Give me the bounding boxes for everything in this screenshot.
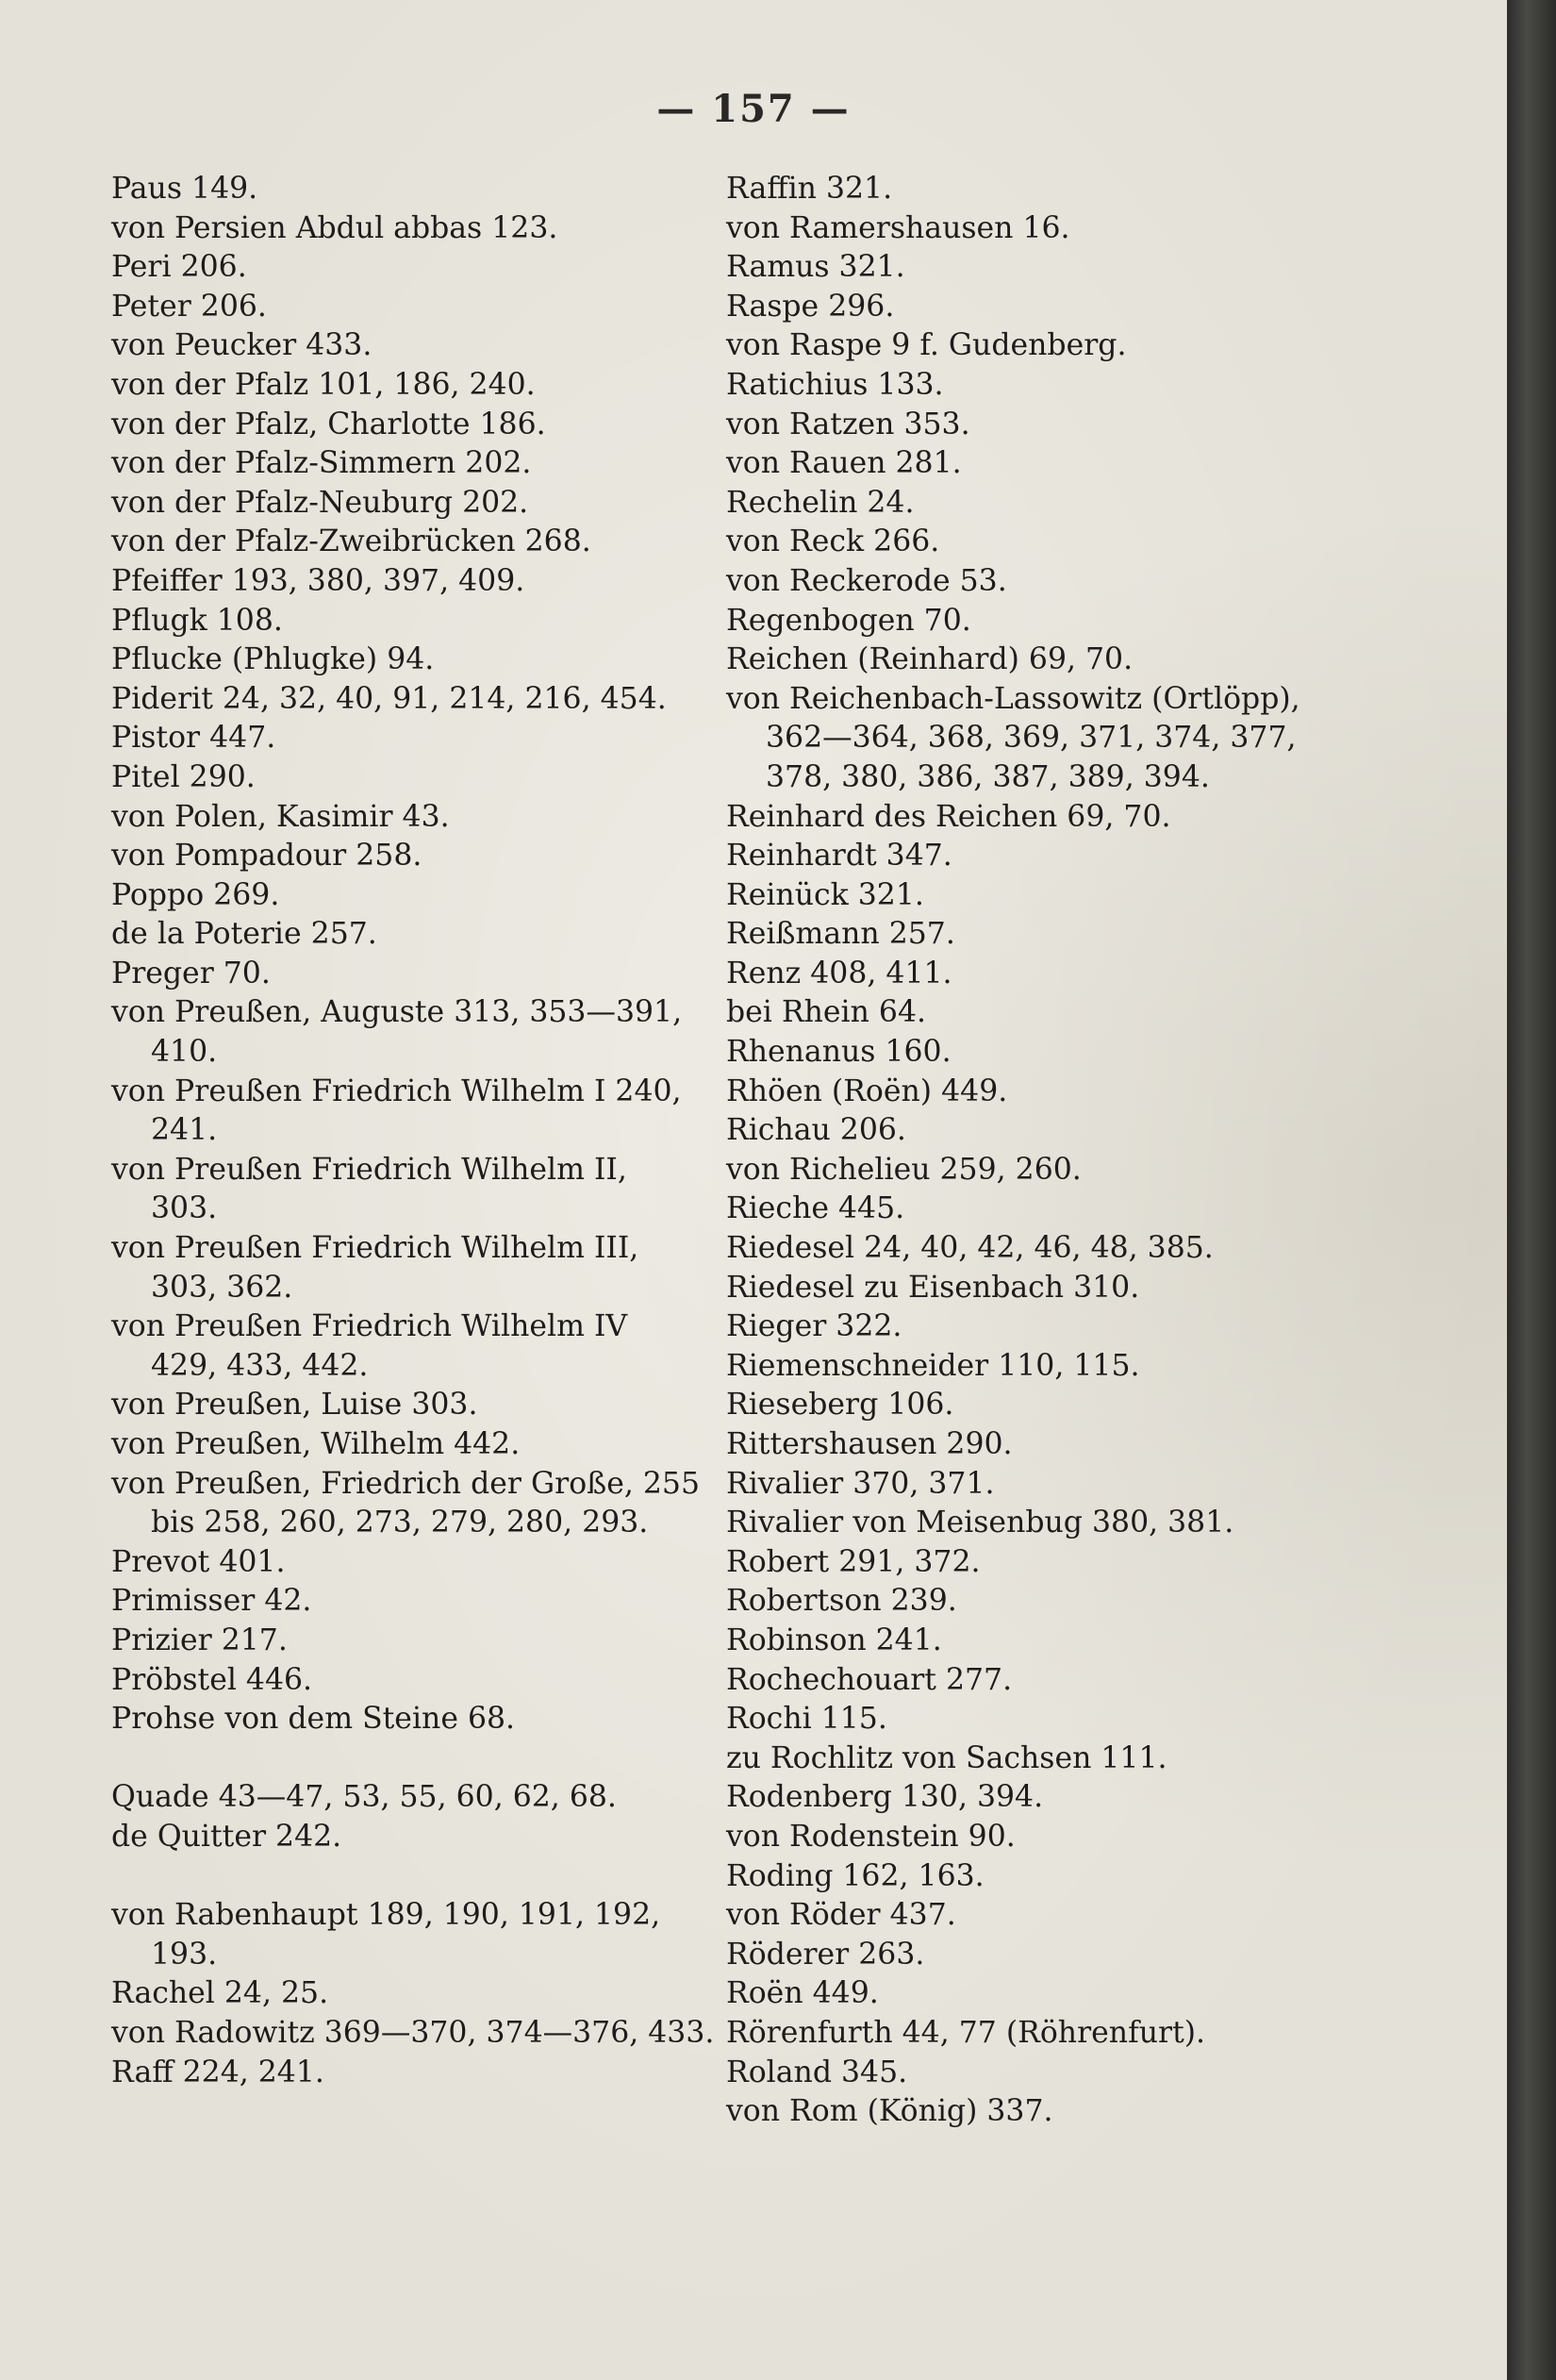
index-entry: Rivalier 370, 371. [726,1466,995,1501]
index-entry-continuation: 378, 380, 386, 387, 389, 394. [766,759,1210,794]
index-entry: von Preußen, Friedrich der Große, 255 [111,1466,701,1501]
index-entry: Rivalier von Meisenbug 380, 381. [726,1506,1234,1540]
index-column-right [726,170,1330,2132]
book-spine-edge [1507,0,1556,2380]
index-entry: Rittershausen 290. [726,1427,1013,1461]
index-entry: Raff 224, 241. [111,2055,324,2089]
index-entry: Rochechouart 277. [726,1662,1013,1697]
index-entry: von Pompadour 258. [111,839,422,874]
index-entry: von Ratzen 353. [726,407,970,441]
index-entry: Piderit 24, 32, 40, 91, 214, 216, 454. [111,681,667,716]
index-entry: von Preußen Friedrich Wilhelm III, [111,1231,639,1266]
index-entry: Prevot 401. [111,1544,286,1579]
index-entry: Pfeiffer 193, 380, 397, 409. [111,563,525,598]
index-entry: von Rodenstein 90. [726,1819,1016,1854]
index-entry-text: von Rabenhaupt 189, 190, 191, 192, [111,1898,661,1933]
index-entry: Reißmann 257. [726,917,955,952]
index-entry: Rieseberg 106. [726,1388,954,1423]
index-entry: Poppo 269. [111,877,280,912]
index-entry-continuation: 429, 433, 442. [151,1348,369,1383]
index-entry: Rodenberg 130, 394. [726,1780,1044,1815]
index-entry: Primisser 42. [111,1584,312,1619]
index-entry: Prizier 217. [111,1623,288,1657]
page-number: — 157 — [656,87,851,131]
index-entry: von Ramershausen 16. [726,210,1070,245]
index-entry: Rochi 115. [726,1702,887,1737]
index-entry: zu Rochlitz von Sachsen 111. [726,1740,1167,1775]
index-entry: von Raspe 9 f. Gudenberg. [726,328,1127,363]
index-entry: von der Pfalz-Zweibrücken 268. [111,524,591,559]
index-entry: von Röder 437. [726,1898,956,1933]
index-entry: Rieger 322. [726,1309,902,1344]
index-entry: Riedesel zu Eisenbach 310. [726,1270,1140,1305]
index-entry: von Preußen Friedrich Wilhelm II, [111,1152,627,1187]
index-entry: Preger 70. [111,956,271,990]
index-entry: Reinück 321. [726,877,924,912]
index-entry: von Peucker 433. [111,328,372,363]
index-column-left [111,170,715,2092]
index-entry: Roën 449. [726,1976,879,2011]
index-entry: von Rom (König) 337. [726,2094,1053,2129]
index-entry: von Preußen, Auguste 313, 353—391, [111,995,683,1030]
index-entry: Rörenfurth 44, 77 (Röhrenfurt). [726,2015,1206,2050]
index-entry: von der Pfalz 101, 186, 240. [111,367,536,402]
index-entry: Roding 162, 163. [726,1858,985,1893]
index-entry-text: Quade 43—47, 53, 55, 60, 62, 68. [111,1780,617,1815]
index-entry: Ratichius 133. [726,367,944,402]
index-entry: Riemenschneider 110, 115. [726,1348,1140,1383]
index-entry: de la Poterie 257. [111,917,377,952]
index-entry-continuation: bis 258, 260, 273, 279, 280, 293. [151,1506,649,1540]
index-entry: Rieche 445. [726,1191,905,1226]
index-entry: Pitel 290. [111,759,256,794]
index-entry: von der Pfalz, Charlotte 186. [111,407,546,441]
index-entry: Rhenanus 160. [726,1035,952,1070]
index-entry-continuation: 303, 362. [151,1270,293,1305]
index-entry: Pflucke (Phlugke) 94. [111,642,435,677]
index-entry: Riedesel 24, 40, 42, 46, 48, 385. [726,1231,1214,1266]
index-entry: von Polen, Kasimir 43. [111,799,450,834]
index-entry: Robert 291, 372. [726,1544,981,1579]
index-entry: Peri 206. [111,250,247,285]
index-entry [111,1857,715,1936]
index-entry: Pistor 447. [111,721,276,756]
index-entry: von der Pfalz-Simmern 202. [111,446,532,481]
index-entry-continuation: 362—364, 368, 369, 371, 374, 377, [766,721,1297,756]
index-entry: Röderer 263. [726,1937,925,1972]
index-entry: Regenbogen 70. [726,603,971,638]
index-entry: Pflugk 108. [111,603,283,638]
index-entry: Rechelin 24. [726,485,915,520]
index-entry: von Persien Abdul abbas 123. [111,210,558,245]
index-entry: Raspe 296. [726,289,895,324]
index-entry: von Reck 266. [726,524,940,559]
index-entry: Reichen (Reinhard) 69, 70. [726,642,1134,677]
index-entry: Roland 345. [726,2055,908,2089]
index-entry: Paus 149. [111,172,258,206]
index-entry: Renz 408, 411. [726,956,952,990]
index-entry: von Rauen 281. [726,446,962,481]
index-entry-continuation: 193. [151,1937,218,1972]
index-entry: von Preußen, Wilhelm 442. [111,1427,521,1461]
index-entry: Rhöen (Roën) 449. [726,1073,1008,1108]
index-entry: Reinhard des Reichen 69, 70. [726,799,1171,834]
index-entry-continuation: 241. [151,1113,218,1148]
index-entry: von Reichenbach-Lassowitz (Ortlöpp), [726,681,1300,716]
index-entry: von der Pfalz-Neuburg 202. [111,485,529,520]
index-entry: von Richelieu 259, 260. [726,1152,1082,1187]
index-entry [111,1739,715,1818]
index-entry-continuation: 410. [151,1035,218,1070]
index-entry-continuation: 303. [151,1191,218,1226]
index-entry: Ramus 321. [726,250,905,285]
index-entry: von Preußen, Luise 303. [111,1388,478,1423]
index-entry: von Preußen Friedrich Wilhelm I 240, [111,1073,682,1108]
index-entry: bei Rhein 64. [726,995,927,1030]
index-entry: von Reckerode 53. [726,563,1007,598]
index-entry: Robinson 241. [726,1623,942,1657]
index-entry: Prohse von dem Steine 68. [111,1702,516,1737]
index-entry: Raffin 321. [726,172,893,206]
index-entry: de Quitter 242. [111,1819,342,1854]
index-entry: von Preußen Friedrich Wilhelm IV [111,1309,628,1344]
index-entry: von Radowitz 369—370, 374—376, 433. [111,2015,715,2050]
index-entry: Peter 206. [111,289,267,324]
index-entry: Robertson 239. [726,1584,957,1619]
index-entry: Pröbstel 446. [111,1662,313,1697]
index-entry: Reinhardt 347. [726,839,952,874]
index-entry: Richau 206. [726,1113,906,1148]
index-entry: Rachel 24, 25. [111,1976,329,2011]
